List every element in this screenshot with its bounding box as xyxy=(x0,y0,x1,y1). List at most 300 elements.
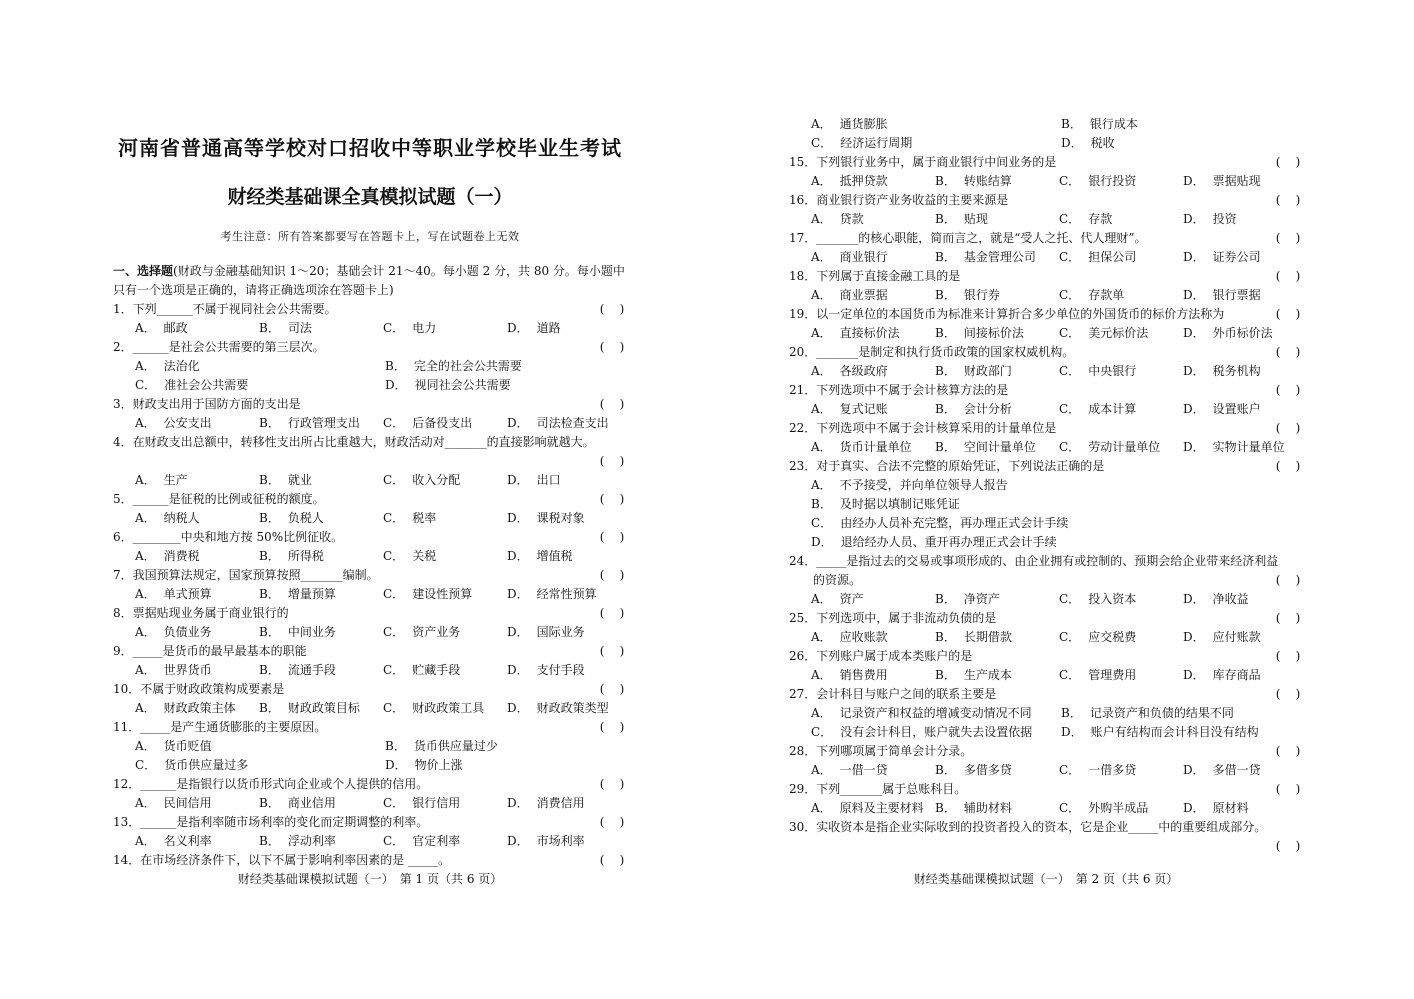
option-row xyxy=(113,471,628,490)
option-text: 没有会计科目，账户就失去设置依据 xyxy=(840,725,1033,739)
answer-option xyxy=(935,248,1059,267)
option-label: A． xyxy=(135,587,156,601)
option-label: B． xyxy=(935,326,956,340)
option-text: 投入资本 xyxy=(1088,592,1137,606)
answer-option xyxy=(1061,134,1311,153)
option-row xyxy=(113,756,628,775)
question xyxy=(789,267,1304,305)
answer-option xyxy=(135,737,385,756)
answer-option xyxy=(259,661,383,680)
option-row xyxy=(789,514,1304,533)
question-line xyxy=(789,571,1304,590)
answer-bracket: ( ) xyxy=(1275,744,1301,758)
option-text: 一借多贷 xyxy=(1088,763,1137,777)
option-label: D． xyxy=(811,535,833,549)
option-label: D． xyxy=(385,378,407,392)
option-text: 司法检查支出 xyxy=(536,416,609,430)
answer-bracket: ( ) xyxy=(599,720,625,734)
answer-bracket: ( ) xyxy=(1275,155,1301,169)
answer-option xyxy=(135,547,259,566)
option-row xyxy=(113,794,628,813)
option-text: 外币标价法 xyxy=(1212,326,1273,340)
question-text: 30．实收资本是指企业实际收到的投资者投入的资本，它是企业_____中的重要组成部分。 xyxy=(789,820,1267,834)
question-text: 2．______是社会公共需要的第三层次。 xyxy=(113,340,325,354)
answer-option xyxy=(935,324,1059,343)
option-text: 记录资产和负债的结果不同 xyxy=(1089,706,1234,720)
answer-option xyxy=(811,514,1068,533)
option-text: 国际业务 xyxy=(536,625,585,639)
answer-bracket: ( ) xyxy=(1275,573,1301,587)
answer-option xyxy=(383,585,507,604)
option-text: 银行信用 xyxy=(412,796,461,810)
option-text: 净资产 xyxy=(963,592,1000,606)
option-label: A． xyxy=(135,663,156,677)
answer-option xyxy=(1183,172,1307,191)
option-row xyxy=(113,585,628,604)
option-label: B． xyxy=(935,763,956,777)
answer-bracket: ( ) xyxy=(599,340,625,354)
answer-option xyxy=(1059,248,1183,267)
answer-option xyxy=(383,832,507,851)
option-label: A． xyxy=(811,630,832,644)
answer-option xyxy=(1183,590,1307,609)
option-label: C． xyxy=(383,549,405,563)
question xyxy=(113,813,628,851)
option-label: D． xyxy=(507,416,529,430)
option-label: C． xyxy=(811,136,833,150)
answer-option xyxy=(383,414,507,433)
answer-option xyxy=(811,438,935,457)
question xyxy=(789,609,1304,647)
answer-option xyxy=(259,319,383,338)
option-text: 所得税 xyxy=(287,549,324,563)
option-text: 银行券 xyxy=(963,288,1000,302)
answer-bracket: ( ) xyxy=(1275,421,1301,435)
option-text: 税率 xyxy=(412,511,437,525)
option-text: 商业票据 xyxy=(839,288,888,302)
option-row xyxy=(789,134,1304,153)
option-row xyxy=(113,832,628,851)
option-text: 一借一贷 xyxy=(839,763,888,777)
option-label: D． xyxy=(1183,326,1205,340)
question-text: 28．下列哪项属于简单会计分录。 xyxy=(789,744,973,758)
option-label: D． xyxy=(507,473,529,487)
answer-option xyxy=(135,414,259,433)
page-footer-left: 财经类基础课模拟试题（一） 第 1 页（共 6 页） xyxy=(237,872,503,886)
answer-option xyxy=(811,324,935,343)
option-text: 空间计量单位 xyxy=(963,440,1036,454)
option-text: 通货膨胀 xyxy=(839,117,888,131)
option-label: C． xyxy=(811,516,833,530)
option-text: 财政部门 xyxy=(963,364,1012,378)
question-text: 1．下列______不属于视同社会公共需要。 xyxy=(113,302,337,316)
option-label: A． xyxy=(135,416,156,430)
question-text: 5．______是征税的比例或征税的额度。 xyxy=(113,492,325,506)
option-label: C． xyxy=(1059,288,1081,302)
option-label: C． xyxy=(1059,364,1081,378)
answer-option xyxy=(507,832,631,851)
option-label: C． xyxy=(383,416,405,430)
option-text: 出口 xyxy=(536,473,561,487)
question-text: 29．下列_______属于总账科目。 xyxy=(789,782,967,796)
answer-option xyxy=(1059,799,1183,818)
option-text: 原料及主要材料 xyxy=(839,801,924,815)
answer-bracket: ( ) xyxy=(599,492,625,506)
question xyxy=(789,780,1304,818)
option-text: 银行票据 xyxy=(1212,288,1261,302)
answer-option xyxy=(507,414,631,433)
option-row xyxy=(789,533,1304,552)
answer-option xyxy=(383,794,507,813)
answer-option xyxy=(935,628,1059,647)
option-text: 行政管理支出 xyxy=(287,416,360,430)
answer-option xyxy=(1059,210,1183,229)
answer-option xyxy=(1183,628,1307,647)
option-text: 证券公司 xyxy=(1212,250,1261,264)
answer-option xyxy=(811,533,1057,552)
answer-option xyxy=(811,400,935,419)
option-label: B． xyxy=(385,359,406,373)
answer-option xyxy=(1059,761,1183,780)
answer-option xyxy=(1183,248,1307,267)
option-label: C． xyxy=(135,758,157,772)
question-line xyxy=(113,490,628,509)
question-line xyxy=(789,153,1304,172)
option-label: D． xyxy=(507,549,529,563)
option-label: D． xyxy=(1183,801,1205,815)
answer-bracket: ( ) xyxy=(1275,383,1301,397)
option-label: B． xyxy=(1061,117,1082,131)
answer-bracket: ( ) xyxy=(599,815,625,829)
option-text: 美元标价法 xyxy=(1088,326,1149,340)
question-line xyxy=(789,419,1304,438)
option-text: 贴现 xyxy=(963,212,988,226)
answer-option xyxy=(135,832,259,851)
option-text: 视同社会公共需要 xyxy=(414,378,511,392)
option-label: B． xyxy=(1061,706,1082,720)
answer-option xyxy=(507,699,631,718)
option-label: D． xyxy=(1183,668,1205,682)
answer-bracket: ( ) xyxy=(1275,687,1301,701)
option-text: 票据贴现 xyxy=(1212,174,1261,188)
question-line xyxy=(113,528,628,547)
option-text: 完全的社会公共需要 xyxy=(413,359,522,373)
option-text: 负税人 xyxy=(287,511,324,525)
option-text: 浮动利率 xyxy=(287,834,336,848)
option-label: C． xyxy=(1059,668,1081,682)
answer-option xyxy=(1059,438,1183,457)
option-row xyxy=(789,590,1304,609)
option-text: 抵押贷款 xyxy=(839,174,888,188)
left-question-list xyxy=(113,300,628,870)
question-line xyxy=(113,433,628,452)
option-text: 课税对象 xyxy=(536,511,585,525)
option-row xyxy=(789,723,1304,742)
option-label: B． xyxy=(259,834,280,848)
answer-option xyxy=(935,400,1059,419)
answer-option xyxy=(507,319,631,338)
option-text: 财政政策工具 xyxy=(412,701,485,715)
option-label: C． xyxy=(383,663,405,677)
answer-option xyxy=(811,210,935,229)
answer-option xyxy=(259,509,383,528)
answer-option xyxy=(935,286,1059,305)
option-row xyxy=(789,761,1304,780)
answer-bracket: ( ) xyxy=(599,397,625,411)
option-text: 财政政策类型 xyxy=(536,701,609,715)
answer-option xyxy=(135,471,259,490)
option-label: A． xyxy=(135,701,156,715)
option-label: A． xyxy=(811,668,832,682)
answer-option xyxy=(811,115,1061,134)
answer-option xyxy=(259,832,383,851)
answer-option xyxy=(1061,115,1311,134)
answer-option xyxy=(1059,400,1183,419)
question-line xyxy=(113,813,628,832)
answer-option xyxy=(935,799,1059,818)
question xyxy=(113,490,628,528)
option-row xyxy=(113,414,628,433)
option-label: D． xyxy=(507,321,529,335)
answer-bracket: ( ) xyxy=(1275,307,1301,321)
option-text: 多借一贷 xyxy=(1212,763,1261,777)
question xyxy=(113,718,628,775)
option-label: B． xyxy=(935,402,956,416)
option-label: C． xyxy=(383,511,405,525)
option-text: 应付账款 xyxy=(1212,630,1261,644)
option-text: 净收益 xyxy=(1212,592,1249,606)
answer-option xyxy=(811,590,935,609)
option-row xyxy=(113,547,628,566)
question xyxy=(113,775,628,813)
option-row xyxy=(789,476,1304,495)
option-text: 生产成本 xyxy=(963,668,1012,682)
question-line xyxy=(789,552,1304,571)
answer-bracket: ( ) xyxy=(599,644,625,658)
question-text: 23．对于真实、合法不完整的原始凭证，下列说法正确的是 xyxy=(789,459,1105,473)
option-label: A． xyxy=(811,801,832,815)
answer-option xyxy=(935,172,1059,191)
option-label: D． xyxy=(507,625,529,639)
option-text: 负债业务 xyxy=(163,625,212,639)
answer-bracket: ( ) xyxy=(1275,459,1301,473)
option-text: 商业信用 xyxy=(287,796,336,810)
question-text: 16．商业银行资产业务收益的主要来源是 xyxy=(789,193,1009,207)
option-label: A． xyxy=(811,326,832,340)
option-text: 税务机构 xyxy=(1212,364,1261,378)
option-label: D． xyxy=(507,701,529,715)
option-label: D． xyxy=(1061,725,1083,739)
question-line xyxy=(789,267,1304,286)
question-line xyxy=(113,642,628,661)
question xyxy=(113,566,628,604)
answer-option xyxy=(811,476,1008,495)
question-text: 27．会计科目与账户之间的联系主要是 xyxy=(789,687,997,701)
answer-option xyxy=(135,794,259,813)
option-label: B． xyxy=(259,796,280,810)
option-label: B． xyxy=(935,364,956,378)
answer-option xyxy=(1183,761,1307,780)
option-label: B． xyxy=(935,174,956,188)
option-label: C． xyxy=(811,725,833,739)
answer-bracket: ( ) xyxy=(1275,611,1301,625)
option-text: 世界货币 xyxy=(163,663,212,677)
question xyxy=(113,642,628,680)
page-2 xyxy=(786,0,1306,999)
section-description: (财政与金融基础知识 1～20；基础会计 21～40。每小题 2 分，共 80 分。每小题中只有一个选项是正确的，请将正确选项涂在答题卡上) xyxy=(113,264,625,297)
option-label: D． xyxy=(1183,440,1205,454)
option-label: D． xyxy=(507,663,529,677)
option-text: 销售费用 xyxy=(839,668,888,682)
question-text: 10．不属于财政政策构成要素是 xyxy=(113,682,285,696)
question xyxy=(789,419,1304,457)
answer-option xyxy=(1183,210,1307,229)
question xyxy=(789,818,1304,856)
option-row xyxy=(113,623,628,642)
question-text: 21．下列选项中不属于会计核算方法的是 xyxy=(789,383,1009,397)
option-text: 投资 xyxy=(1212,212,1237,226)
question-text: 13．______是指利率随市场利率的变化而定期调整的利率。 xyxy=(113,815,429,829)
option-text: 财政政策主体 xyxy=(163,701,236,715)
option-label: A． xyxy=(811,174,832,188)
option-label: C． xyxy=(1059,763,1081,777)
option-text: 货币贬值 xyxy=(163,739,212,753)
option-text: 货币计量单位 xyxy=(839,440,912,454)
exam-notice: 考生注意：所有答案都要写在答题卡上，写在试题卷上无效 xyxy=(220,230,520,243)
answer-option xyxy=(385,737,635,756)
answer-option xyxy=(507,585,631,604)
option-text: 中央银行 xyxy=(1088,364,1137,378)
option-text: 设置账户 xyxy=(1212,402,1261,416)
option-label: B． xyxy=(935,250,956,264)
option-text: 官定利率 xyxy=(412,834,461,848)
question xyxy=(113,300,628,338)
option-label: B． xyxy=(259,587,280,601)
option-text: 存款 xyxy=(1088,212,1113,226)
answer-option xyxy=(935,590,1059,609)
answer-option xyxy=(1183,799,1307,818)
question-line xyxy=(113,680,628,699)
option-row xyxy=(789,628,1304,647)
question-text: 8．票据贴现业务属于商业银行的 xyxy=(113,606,289,620)
option-label: B． xyxy=(259,473,280,487)
option-label: D． xyxy=(1183,212,1205,226)
question xyxy=(789,381,1304,419)
answer-option xyxy=(1061,723,1311,742)
question-text: 9．_____是货币的最早最基本的职能 xyxy=(113,644,307,658)
question-line xyxy=(789,343,1304,362)
answer-option xyxy=(507,794,631,813)
question-line xyxy=(789,647,1304,666)
option-row xyxy=(113,509,628,528)
question xyxy=(789,685,1304,742)
question-line xyxy=(113,718,628,737)
option-label: B． xyxy=(935,801,956,815)
question-text: 25．下列选项中，属于非流动负债的是 xyxy=(789,611,997,625)
answer-option xyxy=(1059,666,1183,685)
option-row xyxy=(789,115,1304,134)
option-text: 资产业务 xyxy=(412,625,461,639)
question-text: 26．下列账户属于成本类账户的是 xyxy=(789,649,973,663)
answer-option xyxy=(1059,628,1183,647)
option-text: 不予接受，并向单位领导人报告 xyxy=(839,478,1008,492)
option-text: 增值税 xyxy=(536,549,573,563)
answer-option xyxy=(811,628,935,647)
option-text: 基金管理公司 xyxy=(963,250,1036,264)
option-row xyxy=(113,737,628,756)
question-line xyxy=(789,609,1304,628)
option-text: 实物计量单位 xyxy=(1212,440,1285,454)
answer-bracket: ( ) xyxy=(599,530,625,544)
answer-option xyxy=(383,319,507,338)
answer-option xyxy=(135,376,385,395)
option-label: A． xyxy=(135,359,156,373)
answer-option xyxy=(811,723,1061,742)
option-text: 准社会公共需要 xyxy=(164,378,249,392)
option-label: C． xyxy=(1059,402,1081,416)
answer-option xyxy=(1183,286,1307,305)
option-text: 经常性预算 xyxy=(536,587,597,601)
option-label: B． xyxy=(935,440,956,454)
question-text: 22．下列选项中不属于会计核算采用的计量单位是 xyxy=(789,421,1057,435)
answer-option xyxy=(935,362,1059,381)
question-line xyxy=(789,837,1304,856)
option-row xyxy=(113,319,628,338)
option-text: 存款单 xyxy=(1088,288,1125,302)
option-label: B． xyxy=(259,321,280,335)
question xyxy=(789,115,1304,153)
answer-option xyxy=(811,666,935,685)
answer-bracket: ( ) xyxy=(1275,231,1301,245)
option-text: 公安支出 xyxy=(163,416,212,430)
option-label: C． xyxy=(1059,212,1081,226)
option-label: D． xyxy=(507,796,529,810)
option-text: 间接标价法 xyxy=(963,326,1024,340)
answer-bracket: ( ) xyxy=(599,302,625,316)
answer-bracket: ( ) xyxy=(599,568,625,582)
question-line xyxy=(113,395,628,414)
question-line xyxy=(789,381,1304,400)
answer-option xyxy=(811,799,935,818)
option-label: A． xyxy=(135,625,156,639)
answer-option xyxy=(1183,324,1307,343)
option-label: B． xyxy=(259,511,280,525)
answer-option xyxy=(811,495,960,514)
question-line xyxy=(789,818,1304,837)
option-label: C． xyxy=(383,473,405,487)
option-label: A． xyxy=(811,117,832,131)
option-label: B． xyxy=(935,288,956,302)
answer-option xyxy=(383,661,507,680)
option-label: C． xyxy=(383,796,405,810)
option-text: 担保公司 xyxy=(1088,250,1137,264)
answer-option xyxy=(1183,362,1307,381)
question-line xyxy=(789,457,1304,476)
question-line xyxy=(113,775,628,794)
option-row xyxy=(789,400,1304,419)
question-line xyxy=(113,338,628,357)
answer-option xyxy=(385,756,635,775)
question xyxy=(113,528,628,566)
option-label: B． xyxy=(935,630,956,644)
option-label: B． xyxy=(259,625,280,639)
answer-option xyxy=(259,794,383,813)
option-label: B． xyxy=(811,497,832,511)
option-text: 收入分配 xyxy=(412,473,461,487)
question xyxy=(789,647,1304,685)
option-text: 会计分析 xyxy=(963,402,1012,416)
answer-option xyxy=(135,357,385,376)
